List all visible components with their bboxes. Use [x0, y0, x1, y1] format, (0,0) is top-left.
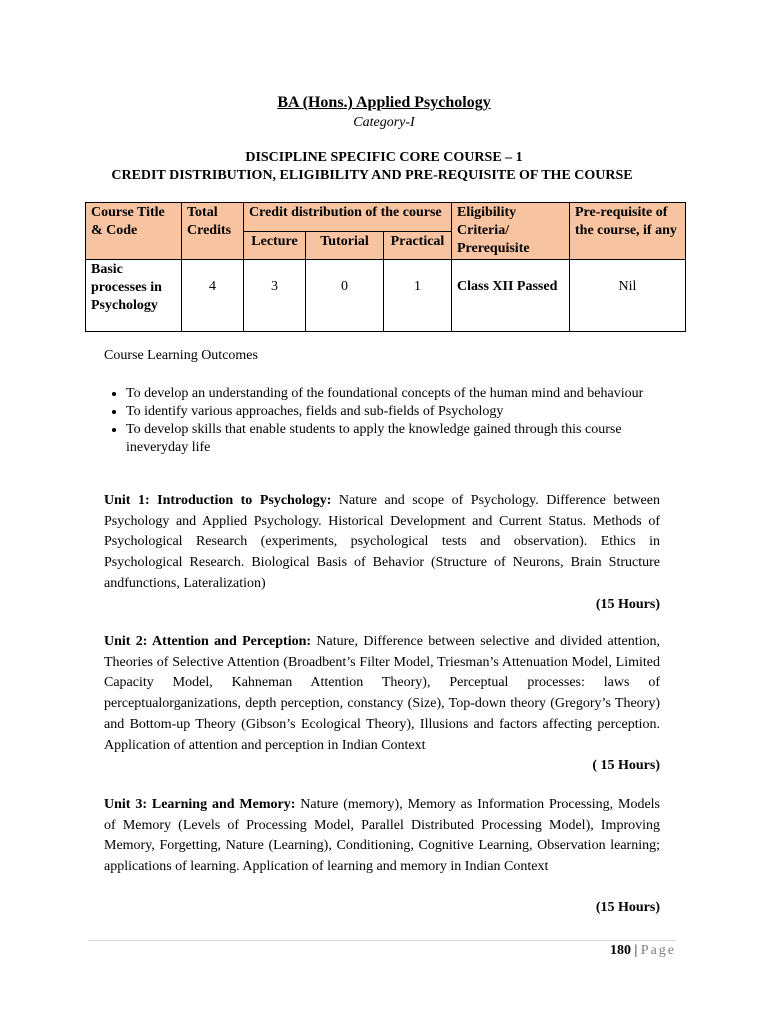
cell-total-credits: 4	[182, 260, 244, 332]
credit-distribution-table	[85, 202, 686, 332]
cell-prerequisite: Nil	[570, 260, 686, 332]
list-item: • To develop skills that enable students to apply the knowledge gained through this course ineveryday life	[126, 421, 666, 457]
unit-2-text: Nature, Difference between selective and divided attention, Theories of Selective Attention (Broadbent’s Filter Model, Triesman’s Attenuation Model, Limited Capacity Model, Kahneman Attention Theory), Perceptual processes: laws of perceptualorganizations, depth perception, constancy (Size), Top-down theory (Gregory’s Theory) and Bottom-up Theory (Gibson’s Ecological Theory), Illusions and factors affecting perception. Application of attention and perception in Indian Context	[104, 634, 660, 753]
learning-outcomes-label: Course Learning Outcomes	[104, 348, 258, 363]
cell-course-title: Basic processes in Psychology	[86, 260, 182, 332]
cell-practical: 1	[384, 260, 452, 332]
page-label: Page	[640, 943, 676, 958]
header-practical: Practical	[384, 231, 452, 260]
unit-2-title: Unit 2: Attention and Perception:	[104, 634, 312, 649]
document-category: Category-I	[353, 115, 415, 130]
page-number-separator: |	[630, 943, 641, 958]
header-total-credits: Total Credits	[182, 203, 244, 260]
unit-3-paragraph	[104, 795, 660, 878]
unit-3-title: Unit 3: Learning and Memory:	[104, 797, 296, 812]
unit-1-paragraph	[104, 491, 660, 595]
table-row	[86, 260, 686, 332]
cell-eligibility: Class XII Passed	[452, 260, 570, 332]
header-lecture: Lecture	[244, 231, 306, 260]
header-eligibility: Eligibility Criteria/ Prerequisite	[452, 203, 570, 260]
header-course-title: Course Title & Code	[86, 203, 182, 260]
course-heading: DISCIPLINE SPECIFIC CORE COURSE – 1	[245, 150, 523, 165]
document-title: BA (Hons.) Applied Psychology	[277, 94, 491, 111]
page-number	[610, 943, 676, 959]
unit-3-hours: (15 Hours)	[595, 900, 660, 915]
list-item: • To develop an understanding of the foundational concepts of the human mind and behaviour	[126, 385, 666, 403]
unit-3-text: Nature (memory), Memory as Information Processing, Models of Memory (Levels of Processing Model, Parallel Distributed Processing Model), Improving Memory, Forgetting, Nature (Learning), Conditioning, Cognitive Learning, Observation learning; applications of learning. Application of learning and memory in Indian Context	[104, 797, 660, 875]
header-credit-distribution: Credit distribution of the course	[244, 203, 452, 232]
unit-1-text: Nature and scope of Psychology. Difference between Psychology and Applied Psychology. Historical Development and Current Status. Methods of Psychological Research (experiments, psychological tests and observation). Ethics in Psychological Research. Biological Basis of Behavior (Structure of Neurons, Brain Structure andfunctions, Lateralization)	[104, 493, 660, 591]
footer-divider	[88, 940, 676, 941]
table-header-row	[86, 203, 686, 232]
page-number-value: 180	[609, 943, 631, 958]
unit-2-hours: ( 15 Hours)	[592, 758, 660, 773]
list-item: • To identify various approaches, fields and sub-fields of Psychology	[126, 403, 666, 421]
unit-2-paragraph	[104, 632, 660, 756]
unit-1-title: Unit 1: Introduction to Psychology:	[104, 493, 332, 508]
cell-tutorial: 0	[306, 260, 384, 332]
section-heading: CREDIT DISTRIBUTION, ELIGIBILITY AND PRE-REQUISITE OF THE COURSE	[111, 168, 633, 183]
cell-lecture: 3	[244, 260, 306, 332]
header-prerequisite: Pre-requisite of the course, if any	[570, 203, 686, 260]
unit-1-hours: (15 Hours)	[595, 597, 660, 612]
header-tutorial: Tutorial	[306, 231, 384, 260]
learning-outcomes-list	[104, 385, 666, 457]
